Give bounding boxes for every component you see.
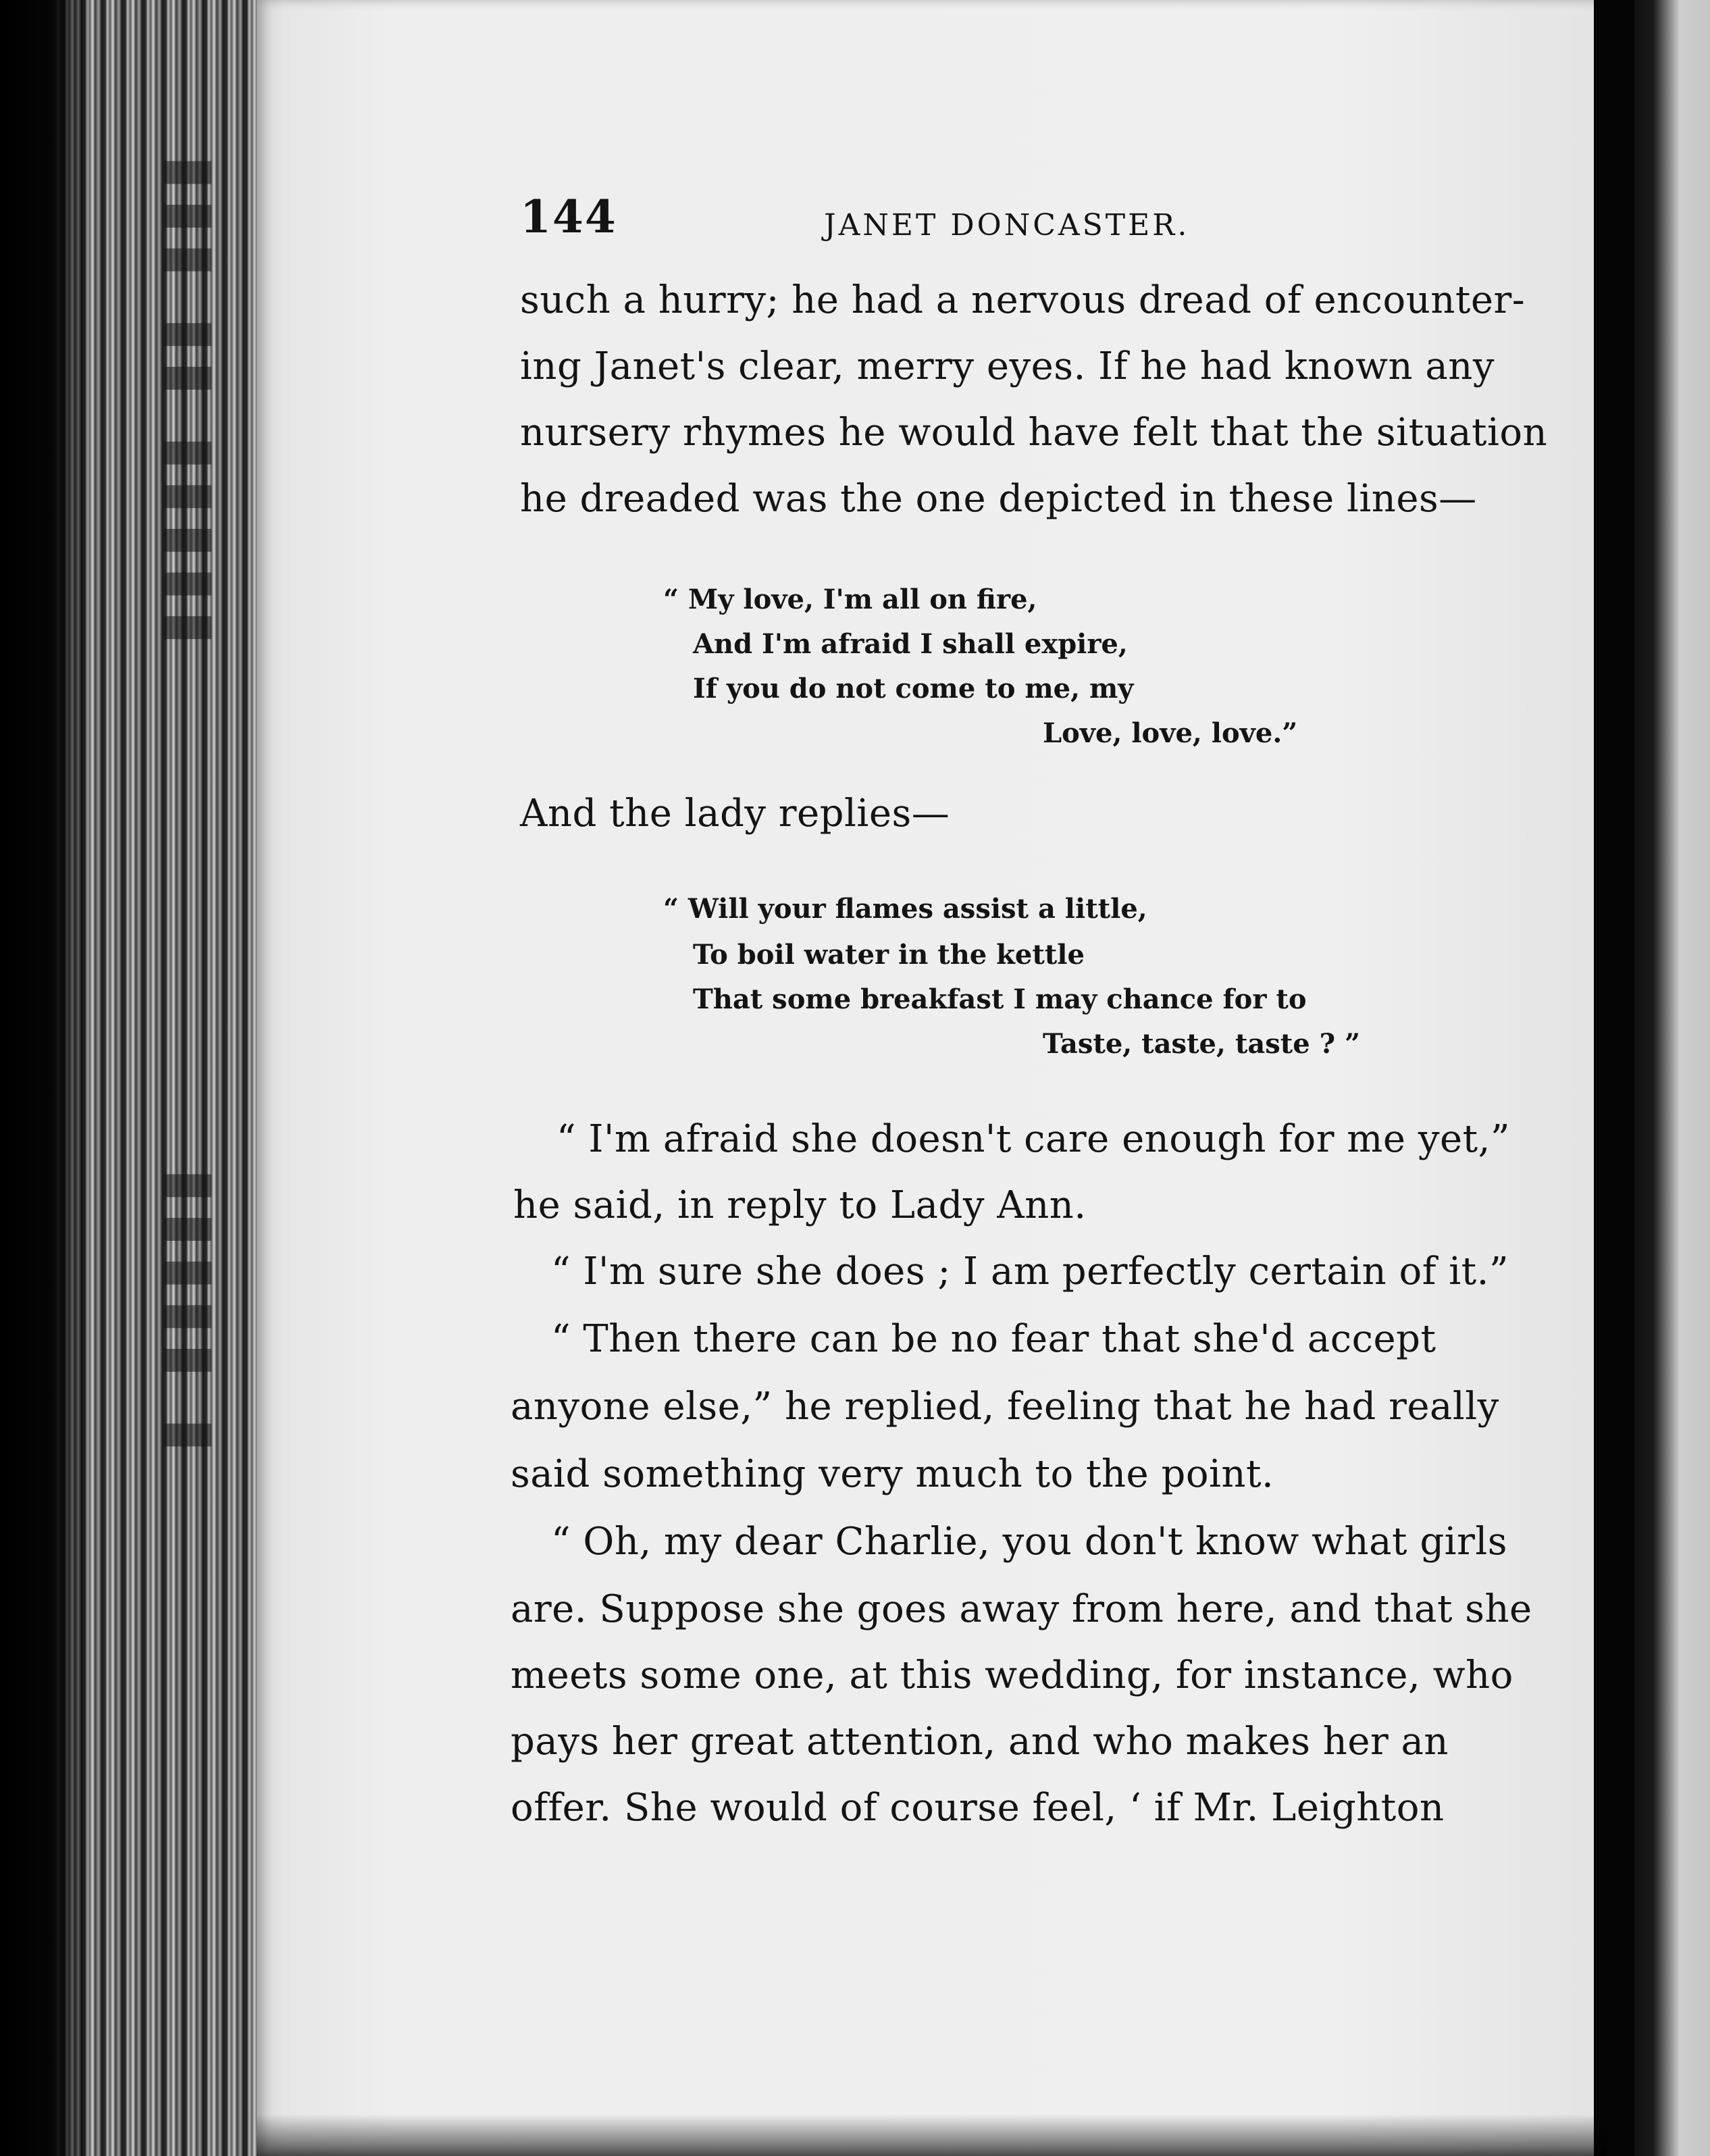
text-line: “ Oh, my dear Charlie, you don't know what girls [551,1520,1507,1564]
text-line: offer. She would of course feel, ‘ if Mr. Leighton [511,1786,1445,1830]
verse-line: And I'm afraid I shall expire, [693,628,1128,660]
next-page-edge [1634,0,1710,2156]
text-line: he dreaded was the one depicted in these lines— [520,477,1477,521]
verse-line: “ Will your flames assist a little, [663,893,1147,925]
text-line: he said, in reply to Lady Ann. [513,1183,1087,1227]
verse-line: To boil water in the kettle [693,939,1085,971]
text-line: ing Janet's clear, merry eyes. If he had known any [520,344,1495,388]
verse-line: That some breakfast I may chance for to [693,983,1307,1015]
text-line: anyone else,” he replied, feeling that he had really [511,1385,1499,1429]
text-line: “ I'm sure she does ; I am perfectly certain of it.” [551,1250,1509,1293]
page-bottom-shadow [257,2114,1607,2156]
page-leaf [257,0,1607,2156]
bleed-through-mark: ▮▮▮▮▮ ▮ [157,1169,230,1462]
verse-line: Taste, taste, taste ? ” [1043,1028,1360,1060]
gutter-shadow [1594,0,1634,2156]
text-line: “ Then there can be no fear that she'd accept [551,1317,1436,1361]
text-line: meets some one, at this wedding, for instance, who [511,1653,1513,1697]
bleed-through-mark: ▮▮▮ ▮▮ ▮▮▮▮▮ [157,155,230,654]
text-line: such a hurry; he had a nervous dread of encounter- [520,278,1526,322]
verse-line: “ My love, I'm all on fire, [663,584,1037,615]
text-line: said something very much to the point. [511,1452,1274,1496]
verse-line: If you do not come to me, my [693,673,1134,704]
text-line: nursery rhymes he would have felt that the situation [520,411,1548,455]
verse-line: Love, love, love.” [1043,717,1298,749]
running-head: JANET DONCASTER. [824,208,1190,242]
text-line: pays her great attention, and who makes her an [511,1720,1449,1764]
page-number: 144 [520,190,617,243]
text-line: are. Suppose she goes away from here, and that she [511,1587,1532,1631]
spine-shadow [0,0,88,2156]
text-line: “ I'm afraid she doesn't care enough for me yet,” [556,1117,1511,1161]
text-line: And the lady replies— [520,792,950,836]
